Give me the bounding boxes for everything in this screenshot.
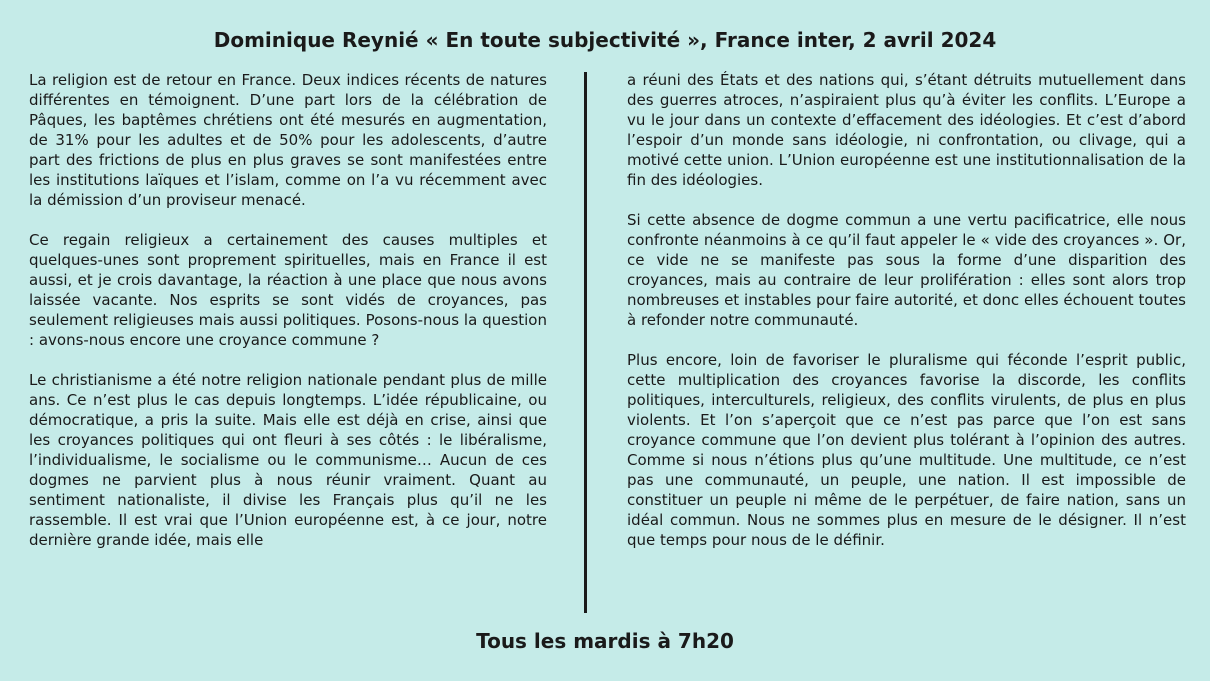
footer-text: Tous les mardis à 7h20 [476, 629, 734, 653]
page-title: Dominique Reynié « En toute subjectivité », France inter, 2 avril 2024 [213, 28, 997, 52]
paragraph: Plus encore, loin de favoriser le pluralisme qui féconde l’esprit public, cette multiplication des croyances favorise la discorde, les conflits politiques, interculturels, religieux, des conflits virulents, de plus en plus violents. Et l’on s’aperçoit que ce n’est pas parce que l’on est sans croyance commune que l’on devient plus tolérant à l’opinion des autres. Comme si nous n’étions plus qu’une multitude. Une multitude, ce n’est pas une communauté, un peuple, une nation. Il est impossible de constituer un peuple ni même de le perpétuer, de faire nation, sans un idéal commun. Nous ne sommes plus en mesure de le désigner. Il n’est que temps pour nous de le définir. [627, 351, 1186, 549]
paragraph: Si cette absence de dogme commun a une vertu pacificatrice, elle nous confronte néanmoins à ce qu’il faut appeler le « vide des croyances ». Or, ce vide ne se manifeste pas sous la forme d’une disparition des croyances, mais au contraire de leur prolifération : elles sont alors trop nombreuses et instables pour faire autorité, et donc elles échouent toutes à refonder notre communauté. [627, 211, 1186, 329]
column-divider [584, 72, 587, 613]
paragraph: a réuni des États et des nations qui, s’étant détruits mutuellement dans des guerres atroces, n’aspiraient plus qu’à éviter les conflits. L’Europe a vu le jour dans un contexte d’effacement des idéologies. Et c’est d’abord l’espoir d’un monde sans idéologie, ni confrontation, ou clivage, qui a motivé cette union. L’Union européenne est une institutionnalisation de la fin des idéologies. [627, 71, 1186, 189]
right-column [627, 70, 1186, 570]
paragraph: La religion est de retour en France. Deux indices récents de natures différentes en témoignent. D’une part lors de la célébration de Pâques, les baptêmes chrétiens ont été mesurés en augmentation, de 31% pour les adultes et de 50% pour les adolescents, d’autre part des frictions de plus en plus graves se sont manifestées entre les institutions laïques et l’islam, comme on l’a vu récemment avec la démission d’un proviseur menacé. [29, 71, 547, 209]
paragraph: Le christianisme a été notre religion nationale pendant plus de mille ans. Ce n’est plus le cas depuis longtemps. L’idée républicaine, ou démocratique, a pris la suite. Mais elle est déjà en crise, ainsi que les croyances politiques qui ont fleuri à ses côtés : le libéralisme, l’individualisme, le socialisme ou le communisme… Aucun de ces dogmes ne parvient plus à nous réunir vraiment. Quant au sentiment nationaliste, il divise les Français plus qu’il ne les rassemble. Il est vrai que l’Union européenne est, à ce jour, notre dernière grande idée, mais elle [29, 371, 547, 549]
paragraph: Ce regain religieux a certainement des causes multiples et quelques-unes sont proprement spirituelles, mais en France il est aussi, et je crois davantage, la réaction à une place que nous avons laissée vacante. Nos esprits se sont vidés de croyances, pas seulement religieuses mais aussi politiques. Posons-nous la question : avons-nous encore une croyance commune ? [29, 231, 547, 349]
left-column [29, 70, 547, 570]
